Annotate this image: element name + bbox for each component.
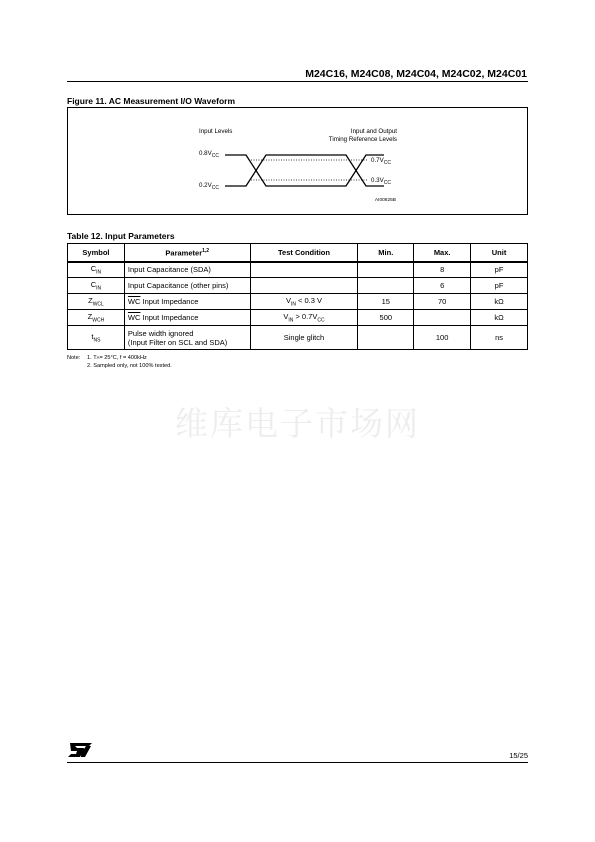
col-header-symbol: Symbol	[68, 244, 125, 262]
ref-low-label: $0.3V_{CC}$	[371, 177, 391, 186]
watermark-text: 维库电子市场网	[175, 404, 420, 443]
level-high-label: $0.8V_{CC}$	[199, 150, 219, 159]
waveform-figure	[67, 107, 528, 215]
cell-max: 70	[414, 294, 471, 310]
cell-unit: pF	[471, 278, 528, 294]
cell-symbol: $C_{IN}$	[68, 262, 125, 278]
input-levels-label: Input Levels	[199, 128, 233, 135]
timing-label-line2: Timing Reference Levels	[328, 136, 397, 143]
cell-unit: pF	[471, 262, 528, 278]
footer-rule	[67, 762, 528, 763]
cell-symbol: $t_{NS}$	[68, 326, 125, 350]
cell-test-condition	[250, 278, 358, 294]
cell-parameter: Pulse width ignored (Input Filter on SCL and SDA)	[124, 326, 250, 350]
input-parameters-table	[67, 243, 528, 350]
cell-min	[358, 326, 414, 350]
cell-test-condition: Single glitch	[250, 326, 358, 350]
table-caption: Table 12. Input Parameters	[67, 231, 175, 241]
level-low-label: $0.2V_{CC}$	[199, 182, 219, 191]
document-title: M24C16, M24C08, M24C04, M24C02, M24C01	[305, 68, 527, 80]
cell-parameter: Input Capacitance (SDA)	[124, 262, 250, 278]
col-header-min: Min.	[358, 244, 414, 262]
table-row	[68, 294, 528, 310]
cell-symbol: $C_{IN}$	[68, 278, 125, 294]
table-row	[68, 326, 528, 350]
page-number: 15/25	[509, 751, 528, 760]
note-2: 2. Sampled only, not 100% tested.	[87, 363, 172, 369]
st-logo-icon	[67, 742, 93, 758]
header-rule	[67, 81, 528, 82]
cell-max	[414, 310, 471, 326]
cell-max: 100	[414, 326, 471, 350]
cell-unit: kΩ	[471, 294, 528, 310]
cell-parameter: $\overline{WC}$ Input Impedance	[124, 294, 250, 310]
col-header-max: Max.	[414, 244, 471, 262]
table-notes	[67, 354, 172, 370]
ref-high-label: $0.7V_{CC}$	[371, 157, 391, 166]
table-row	[68, 262, 528, 278]
cell-unit: kΩ	[471, 310, 528, 326]
waveform-diagram	[68, 108, 529, 216]
table-row	[68, 278, 528, 294]
cell-symbol: $Z_{WCL}$	[68, 294, 125, 310]
cell-min: 15	[358, 294, 414, 310]
cell-min	[358, 262, 414, 278]
timing-label-line1: Input and Output	[350, 128, 397, 135]
cell-max: 8	[414, 262, 471, 278]
figure-caption: Figure 11. AC Measurement I/O Waveform	[67, 96, 235, 106]
cell-parameter: Input Capacitance (other pins)	[124, 278, 250, 294]
col-header-test-condition: Test Condition	[250, 244, 358, 262]
figure-ref-code: AI00825B	[374, 198, 396, 203]
cell-unit: ns	[471, 326, 528, 350]
col-header-parameter: Parameter$^{1,2}$	[124, 244, 250, 262]
cell-min	[358, 278, 414, 294]
note-1: Note: 1. T A = 25°C, f = 400kHz	[67, 355, 147, 361]
table-row	[68, 310, 528, 326]
table-header-row	[68, 244, 528, 262]
cell-test-condition	[250, 262, 358, 278]
cell-test-condition: $V_{IN} < 0.3$ V	[250, 294, 358, 310]
cell-test-condition: $V_{IN} > 0.7V_{CC}$	[250, 310, 358, 326]
cell-max: 6	[414, 278, 471, 294]
col-header-unit: Unit	[471, 244, 528, 262]
cell-parameter: $\overline{WC}$ Input Impedance	[124, 310, 250, 326]
cell-symbol: $Z_{WCH}$	[68, 310, 125, 326]
cell-min: 500	[358, 310, 414, 326]
